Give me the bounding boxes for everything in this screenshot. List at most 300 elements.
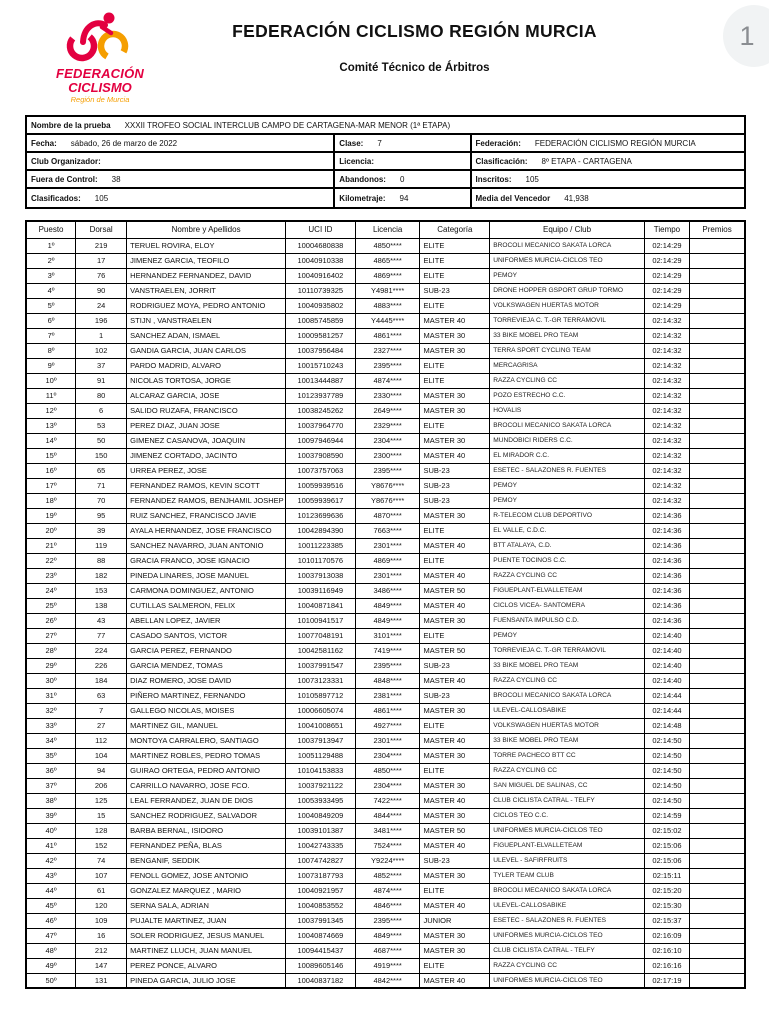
cell-nombre: FERNANDEZ PEÑA, BLAS	[127, 838, 286, 853]
cell-dorsal: 88	[76, 553, 127, 568]
cell-categoria: MASTER 50	[420, 583, 490, 598]
cell-tiempo: 02:15:11	[644, 868, 689, 883]
field-label: Clasificación:	[475, 156, 528, 166]
cell-uci-id: 10015710243	[286, 358, 356, 373]
cell-nombre: GONZALEZ MARQUEZ , MARIO	[127, 883, 286, 898]
table-row	[26, 598, 745, 613]
cell-uci-id: 10040935802	[286, 298, 356, 313]
cell-tiempo: 02:14:32	[644, 358, 689, 373]
cell-licencia: 4848****	[355, 673, 420, 688]
cell-categoria: ELITE	[420, 298, 490, 313]
cell-tiempo: 02:14:32	[644, 448, 689, 463]
cell-premios	[690, 523, 745, 538]
cell-tiempo: 02:14:32	[644, 418, 689, 433]
cell-dorsal: 63	[76, 688, 127, 703]
table-row	[26, 313, 745, 328]
field-clase	[335, 135, 471, 151]
cell-nombre: LEAL FERRANDEZ, JUAN DE DIOS	[127, 793, 286, 808]
table-row	[26, 868, 745, 883]
cell-uci-id: 10073757063	[286, 463, 356, 478]
cell-licencia: 2301****	[355, 733, 420, 748]
field-value: 94	[399, 193, 409, 203]
column-header: Categoría	[420, 221, 490, 238]
cell-licencia: 2304****	[355, 748, 420, 763]
cell-tiempo: 02:14:29	[644, 268, 689, 283]
page-number-badge	[723, 5, 769, 67]
cell-dorsal: 112	[76, 733, 127, 748]
cell-categoria: MASTER 50	[420, 823, 490, 838]
cell-tiempo: 02:14:32	[644, 433, 689, 448]
cell-equipo: DRONE HOPPER GSPORT GRUP TORMO	[490, 283, 645, 298]
cell-premios	[690, 748, 745, 763]
table-row	[26, 253, 745, 268]
cell-equipo: SAN MIGUEL DE SALINAS, CC	[490, 778, 645, 793]
cell-puesto: 8º	[26, 343, 76, 358]
cell-nombre: VANSTRAELEN, JORRIT	[127, 283, 286, 298]
cell-puesto: 30º	[26, 673, 76, 688]
cell-nombre: GANDIA GARCIA, JUAN CARLOS	[127, 343, 286, 358]
table-row	[26, 628, 745, 643]
cell-nombre: JIMENEZ CORTADO, JACINTO	[127, 448, 286, 463]
cell-licencia: 4865****	[355, 253, 420, 268]
cell-dorsal: 1	[76, 328, 127, 343]
cell-puesto: 20º	[26, 523, 76, 538]
cell-equipo: CICLOS TEO C.C.	[490, 808, 645, 823]
cell-dorsal: 71	[76, 478, 127, 493]
cell-equipo: 33 BIKE MOBEL PRO TEAM	[490, 658, 645, 673]
cell-licencia: 4850****	[355, 238, 420, 253]
cell-categoria: SUB-23	[420, 493, 490, 508]
cell-uci-id: 10004680838	[286, 238, 356, 253]
cell-equipo: FIGUEPLANT-ELVALLETEAM	[490, 838, 645, 853]
cell-tiempo: 02:14:36	[644, 568, 689, 583]
cell-licencia: 4852****	[355, 868, 420, 883]
field-label: Licencia:	[339, 156, 374, 166]
field-club-organizador	[27, 153, 335, 169]
cell-equipo: CLUB CICLISTA CATRAL - TELFY	[490, 793, 645, 808]
cell-puesto: 12º	[26, 403, 76, 418]
cell-licencia: 2300****	[355, 448, 420, 463]
cell-tiempo: 02:16:16	[644, 958, 689, 973]
cell-uci-id: 10009581257	[286, 328, 356, 343]
table-row	[26, 973, 745, 988]
table-row	[26, 358, 745, 373]
table-row	[26, 823, 745, 838]
cell-puesto: 2º	[26, 253, 76, 268]
cell-dorsal: 53	[76, 418, 127, 433]
cell-dorsal: 184	[76, 673, 127, 688]
cell-nombre: CASADO SANTOS, VICTOR	[127, 628, 286, 643]
cell-nombre: SANCHEZ NAVARRO, JUAN ANTONIO	[127, 538, 286, 553]
cell-categoria: MASTER 30	[420, 508, 490, 523]
cell-tiempo: 02:14:40	[644, 628, 689, 643]
cell-categoria: ELITE	[420, 373, 490, 388]
cell-uci-id: 10089605146	[286, 958, 356, 973]
cell-equipo: UNIFORMES MURCIA-CICLOS TEO	[490, 253, 645, 268]
table-row	[26, 643, 745, 658]
cell-dorsal: 27	[76, 718, 127, 733]
cell-puesto: 33º	[26, 718, 76, 733]
field-value: 38	[111, 174, 121, 184]
field-clasificados	[27, 189, 335, 207]
cell-dorsal: 39	[76, 523, 127, 538]
cell-licencia: 2395****	[355, 358, 420, 373]
table-row	[26, 343, 745, 358]
cell-premios	[690, 343, 745, 358]
cell-equipo: FIGUEPLANT-ELVALLETEAM	[490, 583, 645, 598]
cell-puesto: 28º	[26, 643, 76, 658]
cell-uci-id: 10040853552	[286, 898, 356, 913]
cell-uci-id: 10059939617	[286, 493, 356, 508]
info-row-control	[27, 171, 744, 189]
cell-puesto: 4º	[26, 283, 76, 298]
cell-licencia: 2301****	[355, 568, 420, 583]
cell-premios	[690, 943, 745, 958]
cell-nombre: BENGANIF, SEDDIK	[127, 853, 286, 868]
cell-equipo: TORREVIEJA C. T.-GR TERRAMOVIL	[490, 313, 645, 328]
cell-categoria: MASTER 30	[420, 868, 490, 883]
field-inscritos	[472, 171, 744, 187]
cell-nombre: FERNANDEZ RAMOS, BENJHAMIL JOSHEP	[127, 493, 286, 508]
cell-categoria: SUB-23	[420, 283, 490, 298]
cell-categoria: MASTER 40	[420, 733, 490, 748]
cell-puesto: 48º	[26, 943, 76, 958]
cell-puesto: 1º	[26, 238, 76, 253]
cell-nombre: STIJN , VANSTRAELEN	[127, 313, 286, 328]
cell-licencia: 4850****	[355, 763, 420, 778]
cell-uci-id: 10073123331	[286, 673, 356, 688]
cell-premios	[690, 838, 745, 853]
cell-puesto: 32º	[26, 703, 76, 718]
cell-dorsal: 76	[76, 268, 127, 283]
cell-licencia: 4687****	[355, 943, 420, 958]
table-row	[26, 238, 745, 253]
table-row	[26, 958, 745, 973]
cell-categoria: ELITE	[420, 718, 490, 733]
cell-uci-id: 10040849209	[286, 808, 356, 823]
cell-licencia: 4849****	[355, 928, 420, 943]
cell-categoria: MASTER 40	[420, 973, 490, 988]
cell-uci-id: 10097946944	[286, 433, 356, 448]
cell-puesto: 22º	[26, 553, 76, 568]
cell-categoria: MASTER 30	[420, 808, 490, 823]
info-row-organizador	[27, 153, 744, 171]
cell-licencia: 7663****	[355, 523, 420, 538]
table-row	[26, 703, 745, 718]
cell-nombre: GARCIA PEREZ, FERNANDO	[127, 643, 286, 658]
cell-tiempo: 02:14:32	[644, 343, 689, 358]
table-row	[26, 853, 745, 868]
cell-categoria: SUB-23	[420, 688, 490, 703]
cell-uci-id: 10104153833	[286, 763, 356, 778]
page-number: 1	[739, 20, 755, 51]
cell-nombre: PARDO MADRID, ALVARO	[127, 358, 286, 373]
cell-equipo: UNIFORMES MURCIA-CICLOS TEO	[490, 973, 645, 988]
cell-nombre: SANCHEZ ADAN, ISMAEL	[127, 328, 286, 343]
cell-premios	[690, 928, 745, 943]
cell-nombre: GRACIA FRANCO, JOSE IGNACIO	[127, 553, 286, 568]
table-row	[26, 793, 745, 808]
table-row	[26, 838, 745, 853]
cell-puesto: 37º	[26, 778, 76, 793]
cell-premios	[690, 553, 745, 568]
cell-dorsal: 212	[76, 943, 127, 958]
cell-puesto: 23º	[26, 568, 76, 583]
cell-equipo: MERCAGRISA	[490, 358, 645, 373]
cell-equipo: ESETEC - SALAZONES R. FUENTES	[490, 913, 645, 928]
cell-puesto: 24º	[26, 583, 76, 598]
cell-puesto: 15º	[26, 448, 76, 463]
field-value: 105	[525, 174, 539, 184]
cell-dorsal: 37	[76, 358, 127, 373]
cell-nombre: GALLEGO NICOLAS, MOISES	[127, 703, 286, 718]
table-row	[26, 388, 745, 403]
cell-tiempo: 02:14:32	[644, 493, 689, 508]
cell-premios	[690, 808, 745, 823]
cell-nombre: NICOLAS TORTOSA, JORGE	[127, 373, 286, 388]
cell-licencia: 4927****	[355, 718, 420, 733]
cell-puesto: 50º	[26, 973, 76, 988]
cell-equipo: POZO ESTRECHO C.C.	[490, 388, 645, 403]
cell-puesto: 13º	[26, 418, 76, 433]
cell-licencia: 4849****	[355, 613, 420, 628]
field-value: 105	[94, 193, 109, 203]
cell-uci-id: 10059939516	[286, 478, 356, 493]
table-row	[26, 283, 745, 298]
cell-uci-id: 10039116949	[286, 583, 356, 598]
cell-puesto: 40º	[26, 823, 76, 838]
cell-tiempo: 02:15:02	[644, 823, 689, 838]
cell-nombre: MARTINEZ ROBLES, PEDRO TOMAS	[127, 748, 286, 763]
cell-puesto: 21º	[26, 538, 76, 553]
cell-tiempo: 02:15:06	[644, 853, 689, 868]
cell-categoria: MASTER 30	[420, 928, 490, 943]
cell-dorsal: 128	[76, 823, 127, 838]
cell-nombre: AYALA HERNANDEZ, JOSE FRANCISCO	[127, 523, 286, 538]
cell-equipo: CICLOS VICEA- SANTOMERA	[490, 598, 645, 613]
cell-tiempo: 02:14:59	[644, 808, 689, 823]
cell-tiempo: 02:15:30	[644, 898, 689, 913]
field-value: 8º ETAPA - CARTAGENA	[541, 156, 632, 166]
column-header: UCI ID	[286, 221, 356, 238]
field-label: Inscritos:	[475, 174, 512, 184]
cell-licencia: 2395****	[355, 463, 420, 478]
cell-tiempo: 02:14:36	[644, 613, 689, 628]
cell-dorsal: 65	[76, 463, 127, 478]
cell-categoria: MASTER 40	[420, 793, 490, 808]
cell-categoria: MASTER 30	[420, 748, 490, 763]
field-label: Fuera de Control:	[31, 174, 98, 184]
cell-tiempo: 02:14:32	[644, 313, 689, 328]
cell-uci-id: 10011223385	[286, 538, 356, 553]
cell-puesto: 11º	[26, 388, 76, 403]
cell-nombre: TERUEL ROVIRA, ELOY	[127, 238, 286, 253]
cell-dorsal: 43	[76, 613, 127, 628]
cell-categoria: MASTER 40	[420, 673, 490, 688]
table-row	[26, 883, 745, 898]
field-label: Fecha:	[31, 138, 57, 148]
cell-nombre: PEREZ PONCE, ALVARO	[127, 958, 286, 973]
cell-tiempo: 02:16:09	[644, 928, 689, 943]
info-row-clasificados	[27, 189, 744, 207]
cell-licencia: 4861****	[355, 328, 420, 343]
cell-licencia: 4883****	[355, 298, 420, 313]
table-row	[26, 748, 745, 763]
cell-premios	[690, 433, 745, 448]
cell-tiempo: 02:14:44	[644, 703, 689, 718]
cell-nombre: MARTINEZ GIL, MANUEL	[127, 718, 286, 733]
cell-licencia: Y4981****	[355, 283, 420, 298]
cell-categoria: ELITE	[420, 958, 490, 973]
field-label: Clase:	[339, 138, 364, 148]
cell-equipo: UNIFORMES MURCIA-CICLOS TEO	[490, 928, 645, 943]
cell-nombre: GUIRAO ORTEGA, PEDRO ANTONIO	[127, 763, 286, 778]
cell-premios	[690, 373, 745, 388]
cell-puesto: 36º	[26, 763, 76, 778]
cell-tiempo: 02:15:06	[644, 838, 689, 853]
table-row	[26, 913, 745, 928]
cell-nombre: BARBA BERNAL, ISIDORO	[127, 823, 286, 838]
table-row	[26, 568, 745, 583]
cell-categoria: MASTER 40	[420, 313, 490, 328]
cell-premios	[690, 658, 745, 673]
cell-tiempo: 02:17:19	[644, 973, 689, 988]
cell-licencia: 2304****	[355, 778, 420, 793]
cell-premios	[690, 673, 745, 688]
table-row	[26, 508, 745, 523]
cell-uci-id: 10006605074	[286, 703, 356, 718]
cell-categoria: MASTER 30	[420, 343, 490, 358]
cell-uci-id: 10101170576	[286, 553, 356, 568]
column-header: Dorsal	[76, 221, 127, 238]
cell-uci-id: 10042743335	[286, 838, 356, 853]
cell-puesto: 3º	[26, 268, 76, 283]
cell-equipo: PUENTE TOCINOS C.C.	[490, 553, 645, 568]
logo-region-text: Región de Murcia	[70, 95, 130, 105]
cell-equipo: TORRE PACHECO BTT CC	[490, 748, 645, 763]
table-row	[26, 808, 745, 823]
field-value: 7	[377, 138, 382, 148]
cell-dorsal: 80	[76, 388, 127, 403]
cell-uci-id: 10037991547	[286, 658, 356, 673]
cell-premios	[690, 493, 745, 508]
cell-premios	[690, 898, 745, 913]
cell-licencia: 4861****	[355, 703, 420, 718]
cell-premios	[690, 478, 745, 493]
cell-tiempo: 02:14:50	[644, 778, 689, 793]
cell-dorsal: 94	[76, 763, 127, 778]
cell-equipo: MUNDOBICI RIDERS C.C.	[490, 433, 645, 448]
cell-dorsal: 107	[76, 868, 127, 883]
cell-uci-id: 10073187793	[286, 868, 356, 883]
cell-premios	[690, 463, 745, 478]
field-federacion	[472, 135, 744, 151]
cell-premios	[690, 703, 745, 718]
cell-uci-id: 10042581162	[286, 643, 356, 658]
cell-uci-id: 10037956484	[286, 343, 356, 358]
cell-uci-id: 10123937789	[286, 388, 356, 403]
cell-nombre: GARCIA MENDEZ, TOMAS	[127, 658, 286, 673]
table-row	[26, 538, 745, 553]
cell-nombre: CARRILLO NAVARRO, JOSE FCO.	[127, 778, 286, 793]
cell-dorsal: 90	[76, 283, 127, 298]
cell-equipo: RAZZA CYCLING CC	[490, 568, 645, 583]
cell-licencia: Y8676****	[355, 493, 420, 508]
field-label: Nombre de la prueba	[31, 120, 111, 130]
cell-nombre: ABELLAN LOPEZ, JAVIER	[127, 613, 286, 628]
table-row	[26, 658, 745, 673]
cell-licencia: 4869****	[355, 553, 420, 568]
cell-puesto: 41º	[26, 838, 76, 853]
cell-dorsal: 74	[76, 853, 127, 868]
cell-puesto: 34º	[26, 733, 76, 748]
field-fecha	[27, 135, 335, 151]
results-table	[25, 220, 746, 989]
cell-dorsal: 147	[76, 958, 127, 973]
cell-uci-id: 10100941517	[286, 613, 356, 628]
field-fuera-de-control	[27, 171, 335, 187]
field-value: FEDERACIÓN CICLISMO REGIÓN MURCIA	[534, 138, 696, 148]
cell-equipo: EL MIRADOR C.C.	[490, 448, 645, 463]
cell-uci-id: 10085745859	[286, 313, 356, 328]
table-row	[26, 718, 745, 733]
logo-word-ciclismo: CICLISMO	[68, 79, 132, 95]
cell-premios	[690, 868, 745, 883]
cell-equipo: PEMOY	[490, 493, 645, 508]
cell-uci-id: 10110739325	[286, 283, 356, 298]
cell-puesto: 26º	[26, 613, 76, 628]
column-header: Premios	[690, 221, 745, 238]
cell-equipo: RAZZA CYCLING CC	[490, 673, 645, 688]
cell-uci-id: 10037964770	[286, 418, 356, 433]
cell-categoria: ELITE	[420, 883, 490, 898]
cell-licencia: 7422****	[355, 793, 420, 808]
cell-equipo: BROCOLI MECANICO SAKATA LORCA	[490, 418, 645, 433]
cell-uci-id: 10040910338	[286, 253, 356, 268]
cell-dorsal: 120	[76, 898, 127, 913]
cell-premios	[690, 508, 745, 523]
table-row	[26, 448, 745, 463]
cell-puesto: 25º	[26, 598, 76, 613]
cell-equipo: RAZZA CYCLING CC	[490, 763, 645, 778]
cell-tiempo: 02:14:29	[644, 298, 689, 313]
cell-tiempo: 02:14:36	[644, 553, 689, 568]
table-row	[26, 553, 745, 568]
cell-uci-id: 10040874669	[286, 928, 356, 943]
cell-premios	[690, 973, 745, 988]
cell-equipo: ULEVEL - SAFIRFRUITS	[490, 853, 645, 868]
cell-puesto: 6º	[26, 313, 76, 328]
cell-licencia: 3486****	[355, 583, 420, 598]
cell-premios	[690, 883, 745, 898]
cell-tiempo: 02:14:50	[644, 733, 689, 748]
cell-dorsal: 196	[76, 313, 127, 328]
cell-equipo: BTT ATALAYA, C.D.	[490, 538, 645, 553]
field-abandonos	[335, 171, 471, 187]
cell-premios	[690, 718, 745, 733]
cell-dorsal: 219	[76, 238, 127, 253]
cell-premios	[690, 613, 745, 628]
table-row	[26, 583, 745, 598]
cell-tiempo: 02:14:36	[644, 508, 689, 523]
column-header: Licencia	[355, 221, 420, 238]
table-row	[26, 523, 745, 538]
cell-uci-id: 10105897712	[286, 688, 356, 703]
cell-tiempo: 02:14:32	[644, 478, 689, 493]
cell-equipo: BROCOLI MECANICO SAKATA LORCA	[490, 688, 645, 703]
cell-licencia: 4874****	[355, 883, 420, 898]
cell-uci-id: 10094415437	[286, 943, 356, 958]
